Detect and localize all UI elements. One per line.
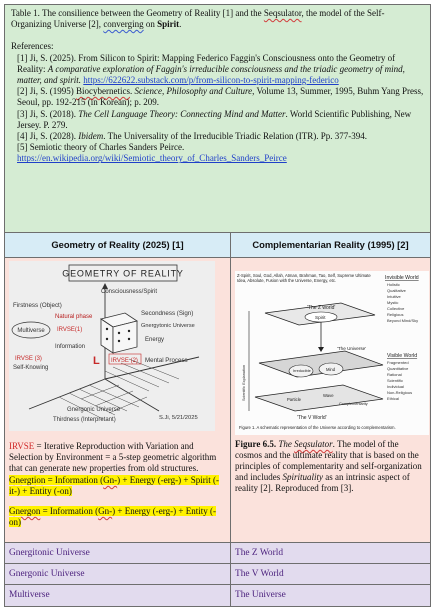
sketch-consciousness: Consciousness/Spirit xyxy=(100,289,158,295)
gnergon-equation: Gnergon = Information (Gn-) + Energy (-erg-) + Entity (-on) xyxy=(9,506,216,527)
svg-text:Mystic: Mystic xyxy=(387,300,399,305)
sketch-firstness: Firstness (Object) xyxy=(13,302,62,309)
consilience-table xyxy=(4,4,431,607)
table-row xyxy=(5,543,431,564)
svg-text:Scientific: Scientific xyxy=(387,378,404,383)
references-label: References: xyxy=(11,41,54,52)
svg-text:Religious: Religious xyxy=(387,312,404,317)
figure-wave: Wave xyxy=(323,393,334,398)
row-2-left: Gnergonic Universe xyxy=(5,564,231,585)
figure-spirit: Spirit xyxy=(315,315,326,320)
table-title: Table 1. The consilience between the Geometry of Reality [1] and the Seqsulator, the model of the Self-Organizing Universe [2], converging on Spirit. xyxy=(11,8,385,30)
figure-irreducible: Irreducible xyxy=(293,369,311,373)
sketch-self-knowing: Self-Knowing xyxy=(13,365,49,371)
svg-text:Quantitative: Quantitative xyxy=(387,366,409,371)
figure-mind: Mind xyxy=(326,367,336,372)
sketch-thirdness: Thirdness (Interpretant) xyxy=(53,417,116,423)
svg-text:Intuitive: Intuitive xyxy=(387,294,401,299)
figure-visible-world: Visible World xyxy=(387,353,418,359)
body-row xyxy=(5,258,431,543)
svg-text:Non-Religious: Non-Religious xyxy=(387,390,413,395)
svg-text:Holistic: Holistic xyxy=(387,282,400,287)
svg-text:Qualitative: Qualitative xyxy=(387,288,406,293)
row-3-left: Multiverse xyxy=(5,585,231,607)
body-left-cell xyxy=(5,258,231,543)
reference-5-link[interactable]: https://en.wikipedia.org/wiki/Semiotic_theory_of_Charles_Sanders_Peirce xyxy=(17,153,287,164)
table-row xyxy=(5,564,431,585)
reference-2: [2] Ji, S. (1995) Biocybernetics. Science, Philosophy and Culture, Volume 13, Summer, 1995, Buhm Yang Press, Seoul, pp. 192-215 (in Korean); p. 209. xyxy=(17,86,424,108)
sketch-gnergonic: Gnergonic Universe xyxy=(67,407,121,413)
seqsulator-term: Seqsulator xyxy=(263,8,302,18)
figure-z-world: 'The Z world' xyxy=(307,305,336,311)
figure-header-text: Z-Spirit, Soul, God, Allah, Atman, Brahman, Tao, Self, Supreme Ultimate Idea, Absolute, Fusion with the Universe, Energy, etc. xyxy=(237,273,371,283)
irvse-definition: IRVSE = Iterative Reproduction with Variation and Selection by Environment = a 5-step geometric algorithm that can generate new properties from old structures. xyxy=(9,441,217,473)
geometry-of-reality-sketch xyxy=(9,261,215,431)
figure-particle: Particle xyxy=(287,397,301,402)
row-3-right: The Universe xyxy=(231,585,431,607)
body-right-cell xyxy=(231,258,431,543)
svg-text:Beyond Mind/Sky: Beyond Mind/Sky xyxy=(387,318,419,323)
svg-text:Fragmented: Fragmented xyxy=(387,360,409,365)
caption-row xyxy=(5,5,431,233)
spirit-term: Spirit xyxy=(157,19,180,30)
sketch-title: GEOMETRY OF REALITY xyxy=(62,268,184,279)
figure-v-world: 'The V World' xyxy=(297,415,327,421)
header-row xyxy=(5,233,431,258)
sketch-signature: S.Ji, 5/21/2025 xyxy=(159,415,198,421)
sketch-secondness: Secondness (Sign) xyxy=(141,310,194,317)
row-2-right: The V World xyxy=(231,564,431,585)
sketch-information: Information xyxy=(55,344,86,350)
row-1-right: The Z World xyxy=(231,543,431,564)
table-row xyxy=(5,585,431,607)
seqsulator-figure xyxy=(235,271,429,435)
svg-text:Ethical: Ethical xyxy=(387,396,400,401)
figure-invisible-world: Invisible World xyxy=(385,275,419,281)
sketch-energy: Energy xyxy=(145,337,165,343)
sketch-irvse-2: IRVSE (2) xyxy=(111,358,138,364)
svg-text:Individual: Individual xyxy=(387,384,404,389)
sketch-L: L xyxy=(93,355,100,367)
sketch-gnergy: Gnergytonic Universe xyxy=(141,323,195,329)
reference-3: [3] Ji, S. (2018). The Cell Language Theory: Connecting Mind and Matter. World Scientific Publishing, New Jersey. P. 279. xyxy=(17,108,412,130)
reference-5: [5] Semiotic theory of Charles Sanders Peirce. https://en.wikipedia.org/wiki/Semiotic_theory_of_Charles_Sanders_Peirce xyxy=(17,142,287,164)
header-left: Geometry of Reality (2025) [1] xyxy=(5,233,231,258)
sketch-natural-phase: Natural phase xyxy=(55,314,93,320)
gnergition-equation: Gnergtion = Information (Gn-) + Energy (-erg-) + Spirit (-it-) + Entity (-on) xyxy=(9,475,219,496)
row-1-left: Gnergitonic Universe xyxy=(5,543,231,564)
figure-side-label: Scientific Explanation xyxy=(242,364,246,401)
sketch-mental: Mental Process xyxy=(145,357,188,364)
reference-1-link[interactable]: https://622622.substack.com/p/from-silicon-to-spirit-mapping-federico xyxy=(83,75,339,86)
sketch-irvse-3: IRVSE (3) xyxy=(15,356,42,362)
reference-1: [1] Ji, S. (2025). From Silicon to Spirit: Mapping Federico Faggin's Consciousness onto the Geometry of Reality: A comparative exploration of Faggin's irreducible consciousness and the triadic geometry of mind, matter, and spirit. https://622622.substack.com/p/from-silicon-to-spirit-mapping-federico xyxy=(17,52,405,86)
figure-caption: Figure 6.5. The Seqsulator. The model of the cosmos and the ultimate reality that is based on the principles of complementarity and self-organization and includes Spirituality as an intrinsic aspect of reality [2]. Reproduced from [3]. xyxy=(235,439,422,493)
figure-inner-caption: Figure 1. A schematic representation of the Universe according to complementarism. xyxy=(239,425,396,430)
header-right: Complementarian Reality (1995) [2] xyxy=(231,233,431,258)
svg-text:Rational: Rational xyxy=(387,372,402,377)
reference-4: [4] Ji, S. (2028). Ibidem. The Universality of the Irreducible Triadic Relation (ITR). Pp. 377-394. xyxy=(17,131,368,142)
figure-complementarity: Complementarity xyxy=(339,402,368,406)
sketch-multiverse: Multiverse xyxy=(17,328,45,334)
svg-text:Collective: Collective xyxy=(387,306,405,311)
sketch-irvse-1: IRVSE(1) xyxy=(57,327,83,333)
caption-cell xyxy=(5,5,431,233)
figure-the-universe: 'The Universe' xyxy=(337,346,367,351)
